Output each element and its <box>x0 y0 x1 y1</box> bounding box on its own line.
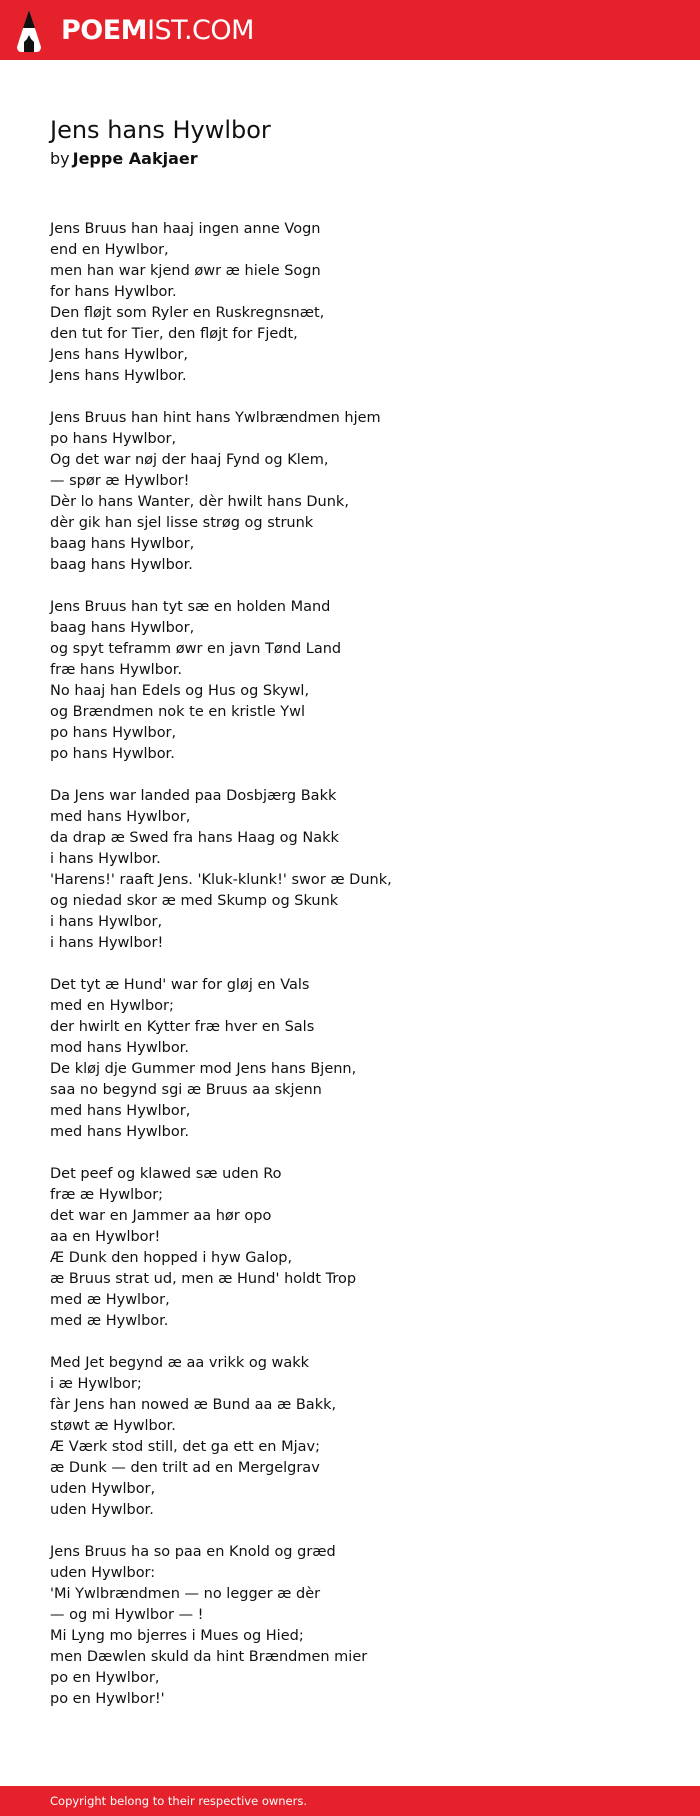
copyright-notice: Copyright belong to their respective owners. <box>50 1794 308 1808</box>
poem-line: Med Jet begynd æ aa vrikk og wakk <box>50 1355 310 1371</box>
poem-line: med æ Hywlbor, <box>50 1292 170 1308</box>
poem-line: uden Hywlbor. <box>50 1502 154 1518</box>
poem-line: det war en Jammer aa hør opo <box>50 1208 272 1224</box>
brand-name-light: IST.COM <box>147 15 254 46</box>
poem-line: for hans Hywlbor. <box>50 284 177 300</box>
by-label: by <box>50 149 70 168</box>
stanza <box>50 1164 650 1332</box>
poem-line: end en Hywlbor, <box>50 242 169 258</box>
poem-line: po hans Hywlbor, <box>50 431 177 447</box>
stanza <box>50 408 650 576</box>
poem-line: med hans Hywlbor. <box>50 1124 189 1140</box>
stanza <box>50 1542 650 1710</box>
byline <box>50 147 198 171</box>
site-logo[interactable] <box>15 9 254 53</box>
poem-line: fàr Jens han nowed æ Bund aa æ Bakk, <box>50 1397 337 1413</box>
site-footer <box>0 1786 700 1816</box>
brand-name <box>61 9 254 53</box>
poem-line: i hans Hywlbor. <box>50 851 161 867</box>
poem-line: den tut for Tier, den fløjt for Fjedt, <box>50 326 298 342</box>
poem-line: 'Harens!' raaft Jens. 'Kluk-klunk!' swor æ Dunk, <box>50 872 392 888</box>
poem-line: mod hans Hywlbor. <box>50 1040 189 1056</box>
poem-line: støwt æ Hywlbor. <box>50 1418 176 1434</box>
poem-line: dèr gik han sjel lisse strøg og strunk <box>50 515 314 531</box>
poem-line: fræ hans Hywlbor. <box>50 662 183 678</box>
poem-line: Jens Bruus ha so paa en Knold og græd <box>50 1544 336 1560</box>
poem-line: Jens Bruus han tyt sæ en holden Mand <box>50 599 331 615</box>
poem-line: med hans Hywlbor, <box>50 1103 191 1119</box>
poem-line: Den fløjt som Ryler en Ruskregnsnæt, <box>50 305 325 321</box>
stanza <box>50 786 650 954</box>
poem-line: baag hans Hywlbor, <box>50 620 195 636</box>
poem-line: Det peef og klawed sæ uden Ro <box>50 1166 282 1182</box>
poem-line: der hwirlt en Kytter fræ hver en Sals <box>50 1019 315 1035</box>
poem-line: baag hans Hywlbor. <box>50 557 193 573</box>
poem-line: men han war kjend øwr æ hiele Sogn <box>50 263 321 279</box>
poem-line: Dèr lo hans Wanter, dèr hwilt hans Dunk, <box>50 494 349 510</box>
poem-line: Æ Værk stod still, det ga ett en Mjav; <box>50 1439 320 1455</box>
poem-body <box>50 219 650 1731</box>
poem-line: Det tyt æ Hund' war for gløj en Vals <box>50 977 310 993</box>
stanza <box>50 597 650 765</box>
poem-line: og niedad skor æ med Skump og Skunk <box>50 893 339 909</box>
poem-line: Jens Bruus han haaj ingen anne Vogn <box>50 221 321 237</box>
poem-title: Jens hans Hywlbor <box>50 116 271 144</box>
poem-line: Og det war nøj der haaj Fynd og Klem, <box>50 452 329 468</box>
poem-line: med en Hywlbor; <box>50 998 174 1014</box>
poem-line: — spør æ Hywlbor! <box>50 473 190 489</box>
stanza <box>50 219 650 387</box>
poem-line: po en Hywlbor!' <box>50 1691 165 1707</box>
poem-line: uden Hywlbor, <box>50 1481 156 1497</box>
brand-name-bold: POEM <box>61 15 148 46</box>
poem-line: i hans Hywlbor, <box>50 914 163 930</box>
poem-line: uden Hywlbor: <box>50 1565 156 1581</box>
poem-line: og Brændmen nok te en kristle Ywl <box>50 704 306 720</box>
poem-line: po hans Hywlbor, <box>50 725 177 741</box>
poem-line: De kløj dje Gummer mod Jens hans Bjenn, <box>50 1061 357 1077</box>
poem-line: og spyt teframm øwr en javn Tønd Land <box>50 641 342 657</box>
poem-line: med æ Hywlbor. <box>50 1313 169 1329</box>
poem-line: i hans Hywlbor! <box>50 935 164 951</box>
poem-line: da drap æ Swed fra hans Haag og Nakk <box>50 830 339 846</box>
poem-line: fræ æ Hywlbor; <box>50 1187 164 1203</box>
poem-line: Jens Bruus han hint hans Ywlbrændmen hjem <box>50 410 381 426</box>
poem-line: æ Bruus strat ud, men æ Hund' holdt Trop <box>50 1271 357 1287</box>
poem-line: po en Hywlbor, <box>50 1670 160 1686</box>
poem-line: Da Jens war landed paa Dosbjærg Bakk <box>50 788 337 804</box>
stanza <box>50 1353 650 1521</box>
poem-line: Æ Dunk den hopped i hyw Galop, <box>50 1250 293 1266</box>
poem-line: saa no begynd sgi æ Bruus aa skjenn <box>50 1082 322 1098</box>
poem-line: Mi Lyng mo bjerres i Mues og Hied; <box>50 1628 304 1644</box>
poem-line: Jens hans Hywlbor. <box>50 368 187 384</box>
poem-line: i æ Hywlbor; <box>50 1376 142 1392</box>
poem-line: aa en Hywlbor! <box>50 1229 161 1245</box>
author-link[interactable]: Jeppe Aakjaer <box>72 149 198 168</box>
site-header <box>0 0 700 60</box>
poem-line: No haaj han Edels og Hus og Skywl, <box>50 683 310 699</box>
poem-line: — og mi Hywlbor — ! <box>50 1607 204 1623</box>
poem-line: Jens hans Hywlbor, <box>50 347 188 363</box>
poem-line: 'Mi Ywlbrændmen — no legger æ dèr <box>50 1586 321 1602</box>
poem-line: æ Dunk — den trilt ad en Mergelgrav <box>50 1460 320 1476</box>
poem-line: po hans Hywlbor. <box>50 746 175 762</box>
pen-nib-icon <box>15 9 43 53</box>
poem-line: men Dæwlen skuld da hint Brændmen mier <box>50 1649 368 1665</box>
poem-line: med hans Hywlbor, <box>50 809 191 825</box>
stanza <box>50 975 650 1143</box>
poem-line: baag hans Hywlbor, <box>50 536 195 552</box>
